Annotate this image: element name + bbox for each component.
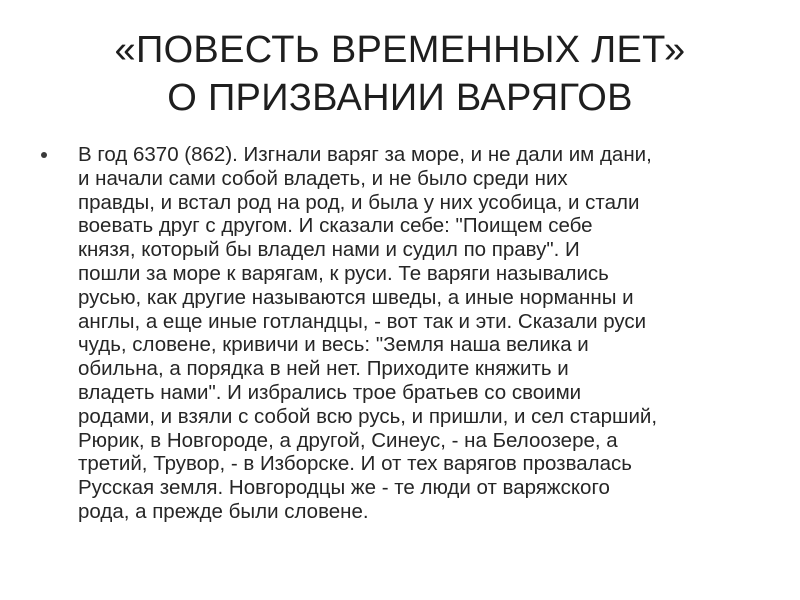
title-line-2: О ПРИЗВАНИИ ВАРЯГОВ [167, 77, 633, 119]
text-line: чудь, словене, кривичи и весь: "Земля наша велика и [78, 333, 589, 357]
text-line: рода, а прежде были словене. [78, 499, 369, 523]
bullet-dot-icon [41, 152, 47, 158]
bullet-item [40, 143, 775, 524]
text-line: третий, Трувор, - в Изборске. И от тех варягов прозвалась [78, 452, 632, 476]
text-line: англы, а еще иные готландцы, - вот так и эти. Сказали руси [78, 309, 647, 333]
text-line: правды, и встал род на род, и была у них усобица, и стали [78, 190, 640, 214]
text-line: владеть нами". И избрались трое братьев со своими [78, 380, 582, 404]
text-line: В год 6370 (862). Изгнали варяг за море, и не дали им дани, [78, 143, 652, 166]
slide-title [40, 26, 760, 122]
text-line: обильна, а порядка в ней нет. Приходите княжить и [78, 357, 569, 381]
title-line-1: «ПОВЕСТЬ ВРЕМЕННЫХ ЛЕТ» [114, 29, 686, 71]
text-line: Рюрик, в Новгороде, а другой, Синеус, - на Белоозере, а [78, 428, 618, 452]
text-line: князя, который бы владел нами и судил по праву". И [78, 238, 580, 262]
bullet-list [40, 143, 775, 524]
bullet-text [78, 143, 775, 524]
text-line: воевать друг с другом. И сказали себе: "Поищем себе [78, 214, 593, 238]
text-line: и начали сами собой владеть, и не было среди них [78, 166, 568, 190]
text-line: Русская земля. Новгородцы же - те люди от варяжского [78, 476, 610, 500]
text-line: русью, как другие называются шведы, а иные норманны и [78, 285, 634, 309]
text-line: родами, и взяли с собой всю русь, и пришли, и сел старший, [78, 404, 658, 428]
text-line: пошли за море к варягам, к руси. Те варяги назывались [78, 261, 609, 285]
